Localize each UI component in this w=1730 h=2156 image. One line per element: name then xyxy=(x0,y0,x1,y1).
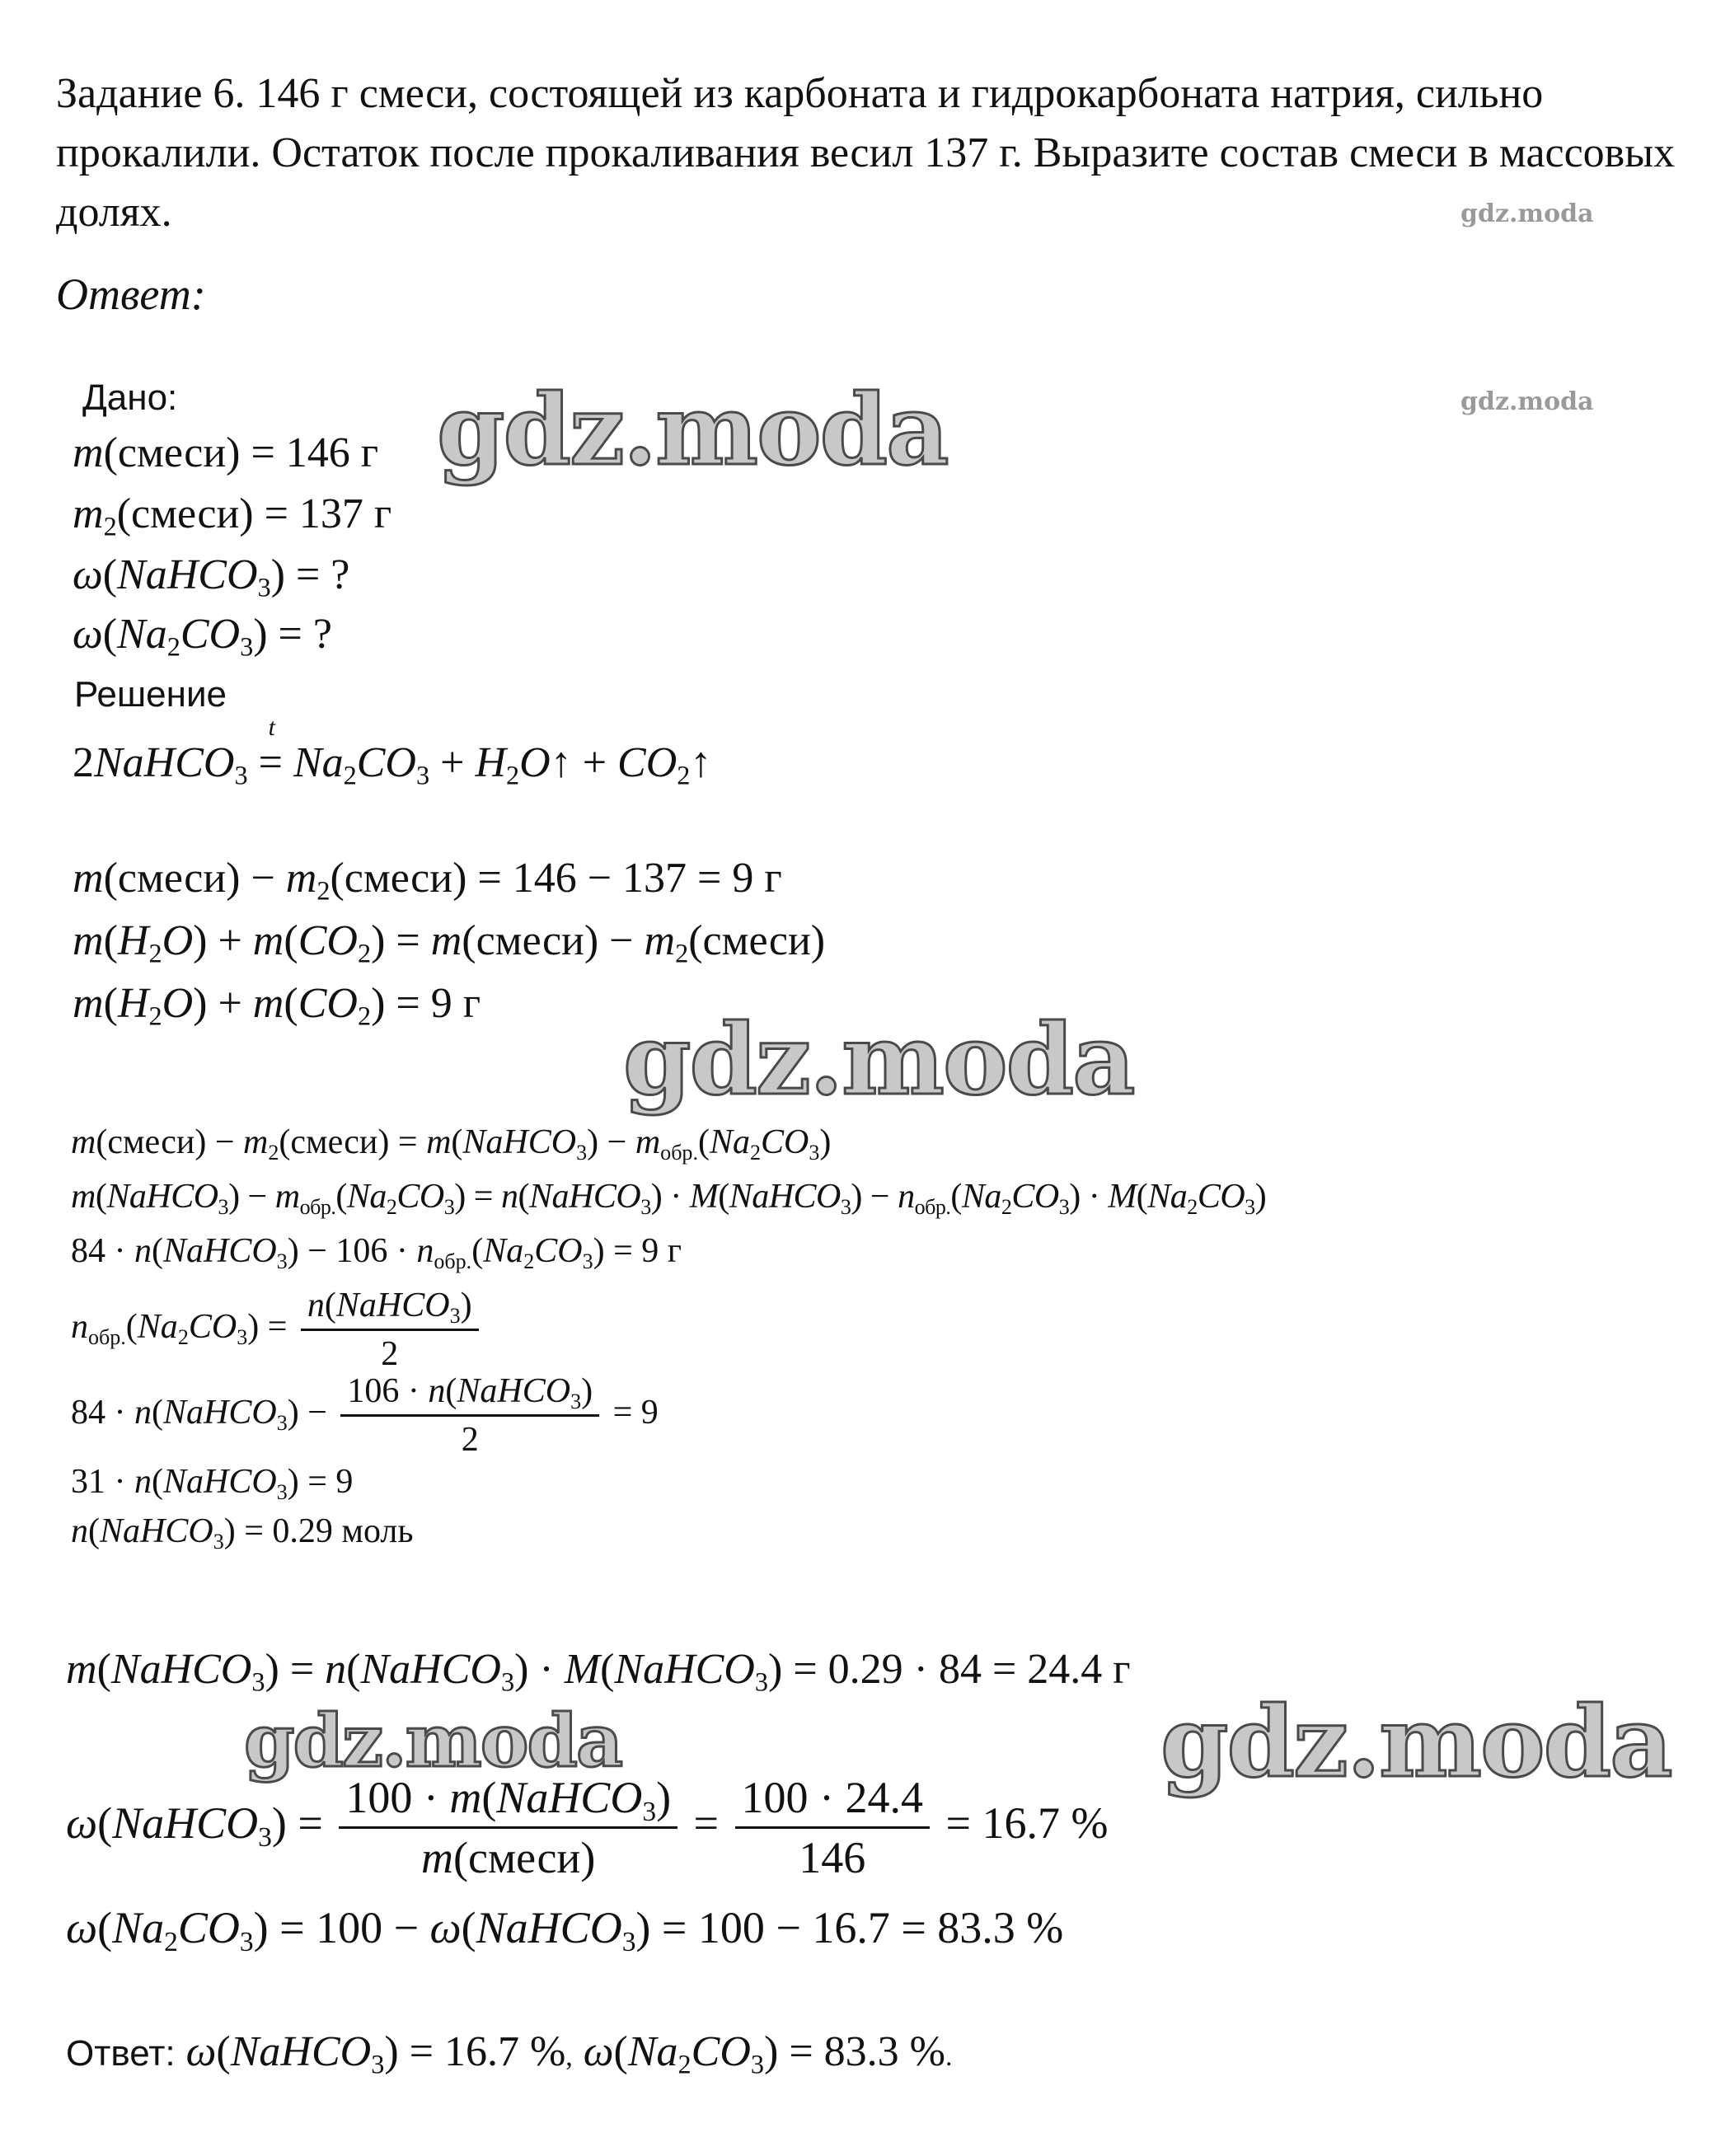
derivation-line-7: n(NaHCO$_3$) = 0.29 моль xyxy=(71,1512,414,1554)
w-nahco3-line: ω(NaHCO$_3$) = $\frac{100 \cdot m(NaHCO_3)}{\text{m(смеси)}}$ = $\frac{100 \cdot 24.4}{146}$ = 16.7 % xyxy=(66,1773,1109,1882)
derivation-line-3: 84 · n(NaHCO$_3$) − $106 \cdot n_{обр.}(Na_2CO_3) = 9$ г xyxy=(71,1232,682,1273)
final-answer-line: Ответ: ω(NaHCO$_3$) = 16.7 %, $\omega(Na_2CO_3) = 83.3$ %. xyxy=(66,2028,953,2079)
watermark-small-1: gdz.moda xyxy=(1460,199,1594,228)
watermark-2: gdz.moda xyxy=(623,1002,1134,1117)
watermark-small-2: gdz.moda xyxy=(1460,387,1594,416)
given-mass-mixture: m(смеси) = 146 г xyxy=(73,429,379,476)
mass-difference-line: m(смеси) − $m_2(смеси) = 146 - 137 = 9$ г xyxy=(73,855,782,906)
mass-nahco3-line: m(NaHCO$_3$) = n(NaHCO$_3$) · M(NaHCO$_3$) = 0.29 · 84 = 24.4 г xyxy=(66,1646,1131,1697)
gas-mass-value: $m(H_2O) + m(CO_2) = 9$ г xyxy=(73,980,481,1031)
watermark-1: gdz.moda xyxy=(437,373,948,487)
derivation-line-2: m(NaHCO$_3$) − $m_{обр.}(Na_2CO_3)$ = n(NaHCO$_3$) · M(NaHCO$_3$) − $n_{обр.}(Na_2CO_3) \cdot M(Na_2CO_3)$ xyxy=(71,1178,1267,1219)
watermark-4: gdz.moda xyxy=(1160,1685,1671,1799)
given-mass-residue: $m_2(смеси) = 137$ г xyxy=(73,490,392,541)
given-w-nahco3: ω(NaHCO$_3$) = ? xyxy=(73,551,350,602)
given-w-na2co3: $\omega(Na_2CO_3)$ = ? xyxy=(73,611,332,662)
derivation-line-6: 31 · n(NaHCO$_3$) = 9 xyxy=(71,1463,354,1504)
reaction-equation: 2NaHCO$_3$ = t $Na_2CO_3$ + $H_2O↑$ + $CO_2↑$ xyxy=(73,714,712,790)
answer-heading: Ответ: xyxy=(56,270,206,319)
final-answer-label: Ответ: xyxy=(66,2033,176,2074)
w-na2co3-line: $\omega(Na_2CO_3) = 100$ − ω(NaHCO$_3$) = 100 − 16.7 = 83.3 % xyxy=(66,1903,1064,1958)
solution-label: Решение xyxy=(74,674,227,715)
derivation-line-4: $n_{обр.}(Na_2CO_3)$ = $\frac{n(NaHCO_3)}{2}$ xyxy=(71,1286,484,1374)
given-label: Дано: xyxy=(82,377,178,418)
derivation-line-1: m(смеси) − $m_2(смеси)$ = m(NaHCO$_3$) − $m_{обр.}(Na_2CO_3)$ xyxy=(71,1123,832,1165)
task-text: Задание 6. 146 г смеси, состоящей из карбоната и гидрокарбоната натрия, сильно прокалили. Остаток после прокаливания весил 137 г. Выразите состав смеси в массовых долях. xyxy=(56,70,1676,236)
gas-mass-relation: $m(H_2O) + m(CO_2)$ = m(смеси) − $m_2(смеси)$ xyxy=(73,917,826,968)
derivation-line-5: 84 · n(NaHCO$_3$) − $\frac{106 \cdot n(NaHCO_3)}{2}$ = 9 xyxy=(71,1372,659,1459)
watermark-3: gdz.moda xyxy=(244,1698,622,1783)
